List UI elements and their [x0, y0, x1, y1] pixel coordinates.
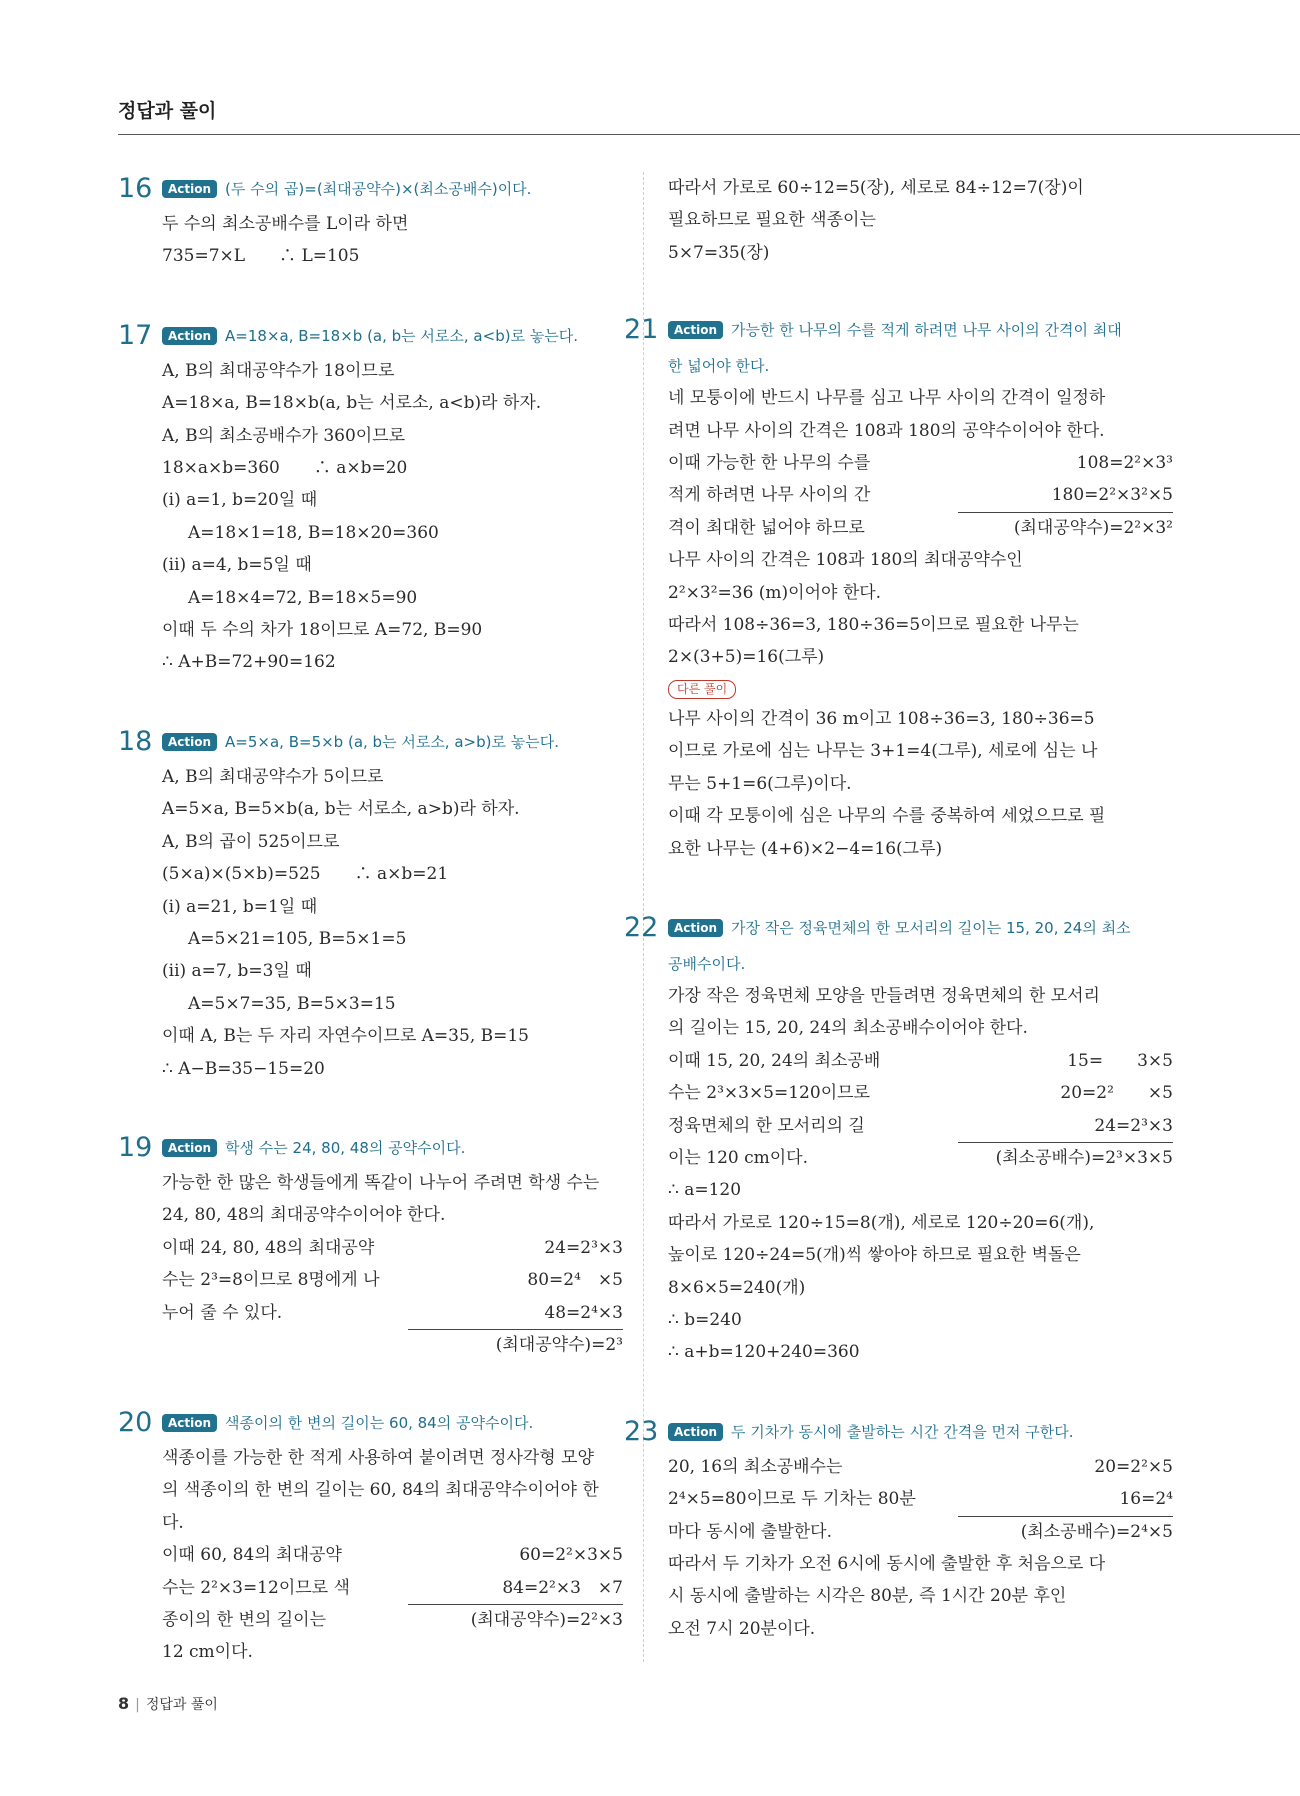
solution-line: 네 모퉁이에 반드시 나무를 심고 나무 사이의 간격이 일정하: [668, 388, 1106, 409]
solution-line: ∴ A+B=72+90=162: [162, 652, 336, 673]
action-hint: (두 수의 곱)=(최대공약수)×(최소공배수)이다.: [225, 180, 532, 198]
problem-23: [624, 1415, 1173, 1645]
solution-line: 24, 80, 48의 최대공약수이어야 한다.: [162, 1205, 446, 1226]
action-hint: 색종이의 한 변의 길이는 60, 84의 공약수이다.: [225, 1413, 534, 1432]
right-column: [624, 172, 1173, 1691]
solution-line: 이때 가능한 한 나무의 수를: [668, 453, 871, 474]
solution-line: A=18×a, B=18×b(a, b는 서로소, a<b)라 하자.: [162, 393, 542, 414]
solution-line: 따라서 108÷36=3, 180÷36=5이므로 필요한 나무는: [668, 615, 1079, 636]
solution-line: 2²×3²=36 (m)이어야 한다.: [668, 582, 882, 603]
solution-line: ∴ a+b=120+240=360: [668, 1342, 860, 1363]
factor-line: 24=2³×3: [544, 1237, 623, 1258]
solution-line: 따라서 가로로 120÷15=8(개), 세로로 120÷20=6(개),: [668, 1212, 1095, 1233]
solution-line: 두 수의 최소공배수를 L이라 하면: [162, 214, 409, 234]
problem-22: [624, 911, 1173, 1369]
action-hint: A=18×a, B=18×b (a, b는 서로소, a<b)로 놓는다.: [225, 326, 579, 345]
problem-number: 22: [624, 911, 659, 943]
problem-20: [118, 1406, 623, 1669]
solution-line: 2×(3+5)=16(그루): [668, 647, 825, 668]
problem-number: 18: [118, 725, 153, 757]
solution-line: (i) a=21, b=1일 때: [162, 896, 318, 917]
solution-line: 려면 나무 사이의 간격은 108과 180의 공약수이어야 한다.: [668, 420, 1105, 441]
solution-line: 의 색종이의 한 변의 길이는 60, 84의 최대공약수이어야 한: [162, 1480, 599, 1501]
solution-line: 의 길이는 15, 20, 24의 최소공배수이어야 한다.: [668, 1018, 1028, 1039]
solution-line: ∴ A−B=35−15=20: [162, 1058, 325, 1079]
solution-line: 따라서 가로로 60÷12=5(장), 세로로 84÷12=7(장)이: [668, 178, 1084, 198]
solution-line: 종이의 한 변의 길이는: [162, 1610, 327, 1630]
factor-line: 20=2² ×5: [1060, 1083, 1173, 1104]
factor-line: 48=2⁴×3: [544, 1302, 623, 1323]
problem-number: 16: [118, 173, 153, 204]
factor-line: 60=2²×3×5: [519, 1545, 623, 1566]
solution-line: (i) a=1, b=20일 때: [162, 490, 318, 511]
solution-line: 735=7×L ∴ L=105: [162, 246, 360, 267]
solution-line: 무는 5+1=6(그루)이다.: [668, 773, 852, 794]
solution-line: 마다 동시에 출발한다.: [668, 1521, 833, 1542]
solution-line: A=5×7=35, B=5×3=15: [188, 993, 396, 1014]
page-footer: 8 | 정답과 풀이: [118, 1694, 218, 1713]
problem-number: 17: [118, 319, 153, 351]
factor-line: 15= 3×5: [1067, 1050, 1173, 1071]
problem-number: 19: [118, 1131, 153, 1163]
solution-line: 수는 2³×3×5=120이므로: [668, 1083, 870, 1104]
solution-line: A=5×21=105, B=5×1=5: [188, 928, 407, 949]
factor-result: (최소공배수)=2⁴×5: [958, 1516, 1173, 1547]
solution-line: 이때 60, 84의 최대공약: [162, 1545, 342, 1566]
solution-line: 2⁴×5=80이므로 두 기차는 80분: [668, 1489, 916, 1510]
solution-line: 오전 7시 20분이다.: [668, 1618, 816, 1639]
solution-line: 적게 하려면 나무 사이의 간: [668, 485, 871, 506]
solution-line: 가능한 한 많은 학생들에게 똑같이 나누어 주려면 학생 수는: [162, 1172, 600, 1193]
footer-label: 정답과 풀이: [145, 1697, 218, 1713]
solution-line: A=18×4=72, B=18×5=90: [188, 587, 418, 608]
problem-number: 20: [118, 1406, 153, 1438]
solution-line: 수는 2³=8이므로 8명에게 나: [162, 1270, 380, 1291]
solution-line: A, B의 최소공배수가 360이므로: [162, 425, 406, 446]
factor-line: 80=2⁴ ×5: [527, 1270, 623, 1291]
factorization-box: [958, 1451, 1173, 1548]
problem-18: [118, 725, 623, 1085]
problem-21: [624, 313, 1173, 865]
problem-19: [118, 1131, 623, 1360]
solution-line: ∴ a=120: [668, 1180, 742, 1201]
solution-line: 이때 15, 20, 24의 최소공배: [668, 1050, 881, 1071]
action-badge: Action: [162, 180, 217, 198]
solution-line: 나무 사이의 간격이 36 m이고 108÷36=3, 180÷36=5: [668, 708, 1095, 729]
solution-line: 이때 각 모퉁이에 심은 나무의 수를 중복하여 세었으므로 필: [668, 806, 1106, 827]
factorization-box: [408, 1539, 623, 1669]
solution-line: 격이 최대한 넓어야 하므로: [668, 517, 865, 538]
page-number: 8: [118, 1694, 130, 1713]
problem-17: [118, 319, 623, 679]
header-rule: [118, 134, 1300, 135]
action-badge: Action: [162, 327, 217, 345]
action-badge: Action: [668, 1423, 723, 1441]
action-badge: Action: [162, 733, 217, 751]
factor-line: 108=2²×3³: [1076, 453, 1173, 474]
action-hint: 가능한 한 나무의 수를 적게 하려면 나무 사이의 간격이 최대: [731, 321, 1122, 340]
action-hint: A=5×a, B=5×b (a, b는 서로소, a>b)로 놓는다.: [225, 732, 559, 751]
solution-line: A=5×a, B=5×b(a, b는 서로소, a>b)라 하자.: [162, 799, 520, 820]
action-hint: 가장 작은 정육면체의 한 모서리의 길이는 15, 20, 24의 최소: [731, 918, 1131, 937]
left-column: [118, 172, 623, 1715]
solution-line: (ii) a=4, b=5일 때: [162, 555, 312, 576]
solution-line: 12 cm이다.: [162, 1642, 253, 1663]
solution-line: 나무 사이의 간격은 108과 180의 최대공약수인: [668, 550, 1023, 571]
page-header: 정답과 풀이: [118, 100, 217, 122]
solution-line: 다.: [162, 1512, 184, 1533]
factor-line: 180=2²×3²×5: [1051, 485, 1173, 506]
solution-line: 수는 2²×3=12이므로 색: [162, 1577, 350, 1598]
factor-result: (최소공배수)=2³×3×5: [958, 1142, 1173, 1173]
solution-line: 이때 A, B는 두 자리 자연수이므로 A=35, B=15: [162, 1026, 529, 1047]
problem-20-continued: [668, 172, 1173, 269]
factor-line: 20=2²×5: [1094, 1456, 1173, 1477]
factor-result: (최대공약수)=2³: [408, 1329, 623, 1360]
solution-line: 가장 작은 정육면체 모양을 만들려면 정육면체의 한 모서리: [668, 985, 1100, 1006]
solution-line: (ii) a=7, b=3일 때: [162, 961, 312, 982]
solution-line: A, B의 곱이 525이므로: [162, 831, 340, 852]
solution-line: 5×7=35(장): [668, 242, 770, 263]
factorization-box: [958, 447, 1173, 544]
solution-line: 요한 나무는 (4+6)×2−4=16(그루): [668, 838, 943, 859]
factorization-box: [408, 1232, 623, 1360]
solution-line: 20, 16의 최소공배수는: [668, 1456, 843, 1477]
solution-line: 이때 24, 80, 48의 최대공약: [162, 1237, 375, 1258]
solution-line: 색종이를 가능한 한 적게 사용하여 붙이려면 정사각형 모양: [162, 1447, 594, 1468]
alternative-solution-badge: 다른 풀이: [668, 680, 736, 699]
factor-line: 84=2²×3 ×7: [502, 1577, 623, 1598]
solution-line: 이는 120 cm이다.: [668, 1147, 808, 1168]
action-badge: Action: [668, 919, 723, 937]
solution-line: 18×a×b=360 ∴ a×b=20: [162, 458, 408, 479]
solution-line: A, B의 최대공약수가 18이므로: [162, 360, 395, 381]
solution-line: 8×6×5=240(개): [668, 1277, 806, 1298]
solution-line: A, B의 최대공약수가 5이므로: [162, 766, 384, 787]
action-hint: 학생 수는 24, 80, 48의 공약수이다.: [225, 1138, 466, 1157]
factor-line: 16=2⁴: [1119, 1489, 1173, 1510]
problem-number: 23: [624, 1415, 659, 1447]
factor-result: (최대공약수)=2²×3²: [958, 512, 1173, 543]
factorization-box: [958, 1045, 1173, 1175]
action-hint-cont: 공배수이다.: [668, 954, 746, 973]
action-hint: 두 기차가 동시에 출발하는 시간 간격을 먼저 구한다.: [731, 1422, 1074, 1441]
action-badge: Action: [668, 321, 723, 339]
problem-16: [118, 172, 623, 273]
solution-line: 이때 두 수의 차가 18이므로 A=72, B=90: [162, 620, 483, 641]
factor-line: 24=2³×3: [1094, 1115, 1173, 1136]
action-hint-cont: 한 넓어야 한다.: [668, 357, 770, 376]
action-badge: Action: [162, 1414, 217, 1432]
solution-line: 정육면체의 한 모서리의 길: [668, 1115, 865, 1136]
solution-line: 필요하므로 필요한 색종이는: [668, 210, 876, 231]
action-badge: Action: [162, 1139, 217, 1157]
solution-line: A=18×1=18, B=18×20=360: [188, 522, 439, 543]
solution-line: 따라서 두 기차가 오전 6시에 동시에 출발한 후 처음으로 다: [668, 1554, 1106, 1574]
solution-line: 누어 줄 수 있다.: [162, 1302, 283, 1323]
solution-line: 시 동시에 출발하는 시각은 80분, 즉 1시간 20분 후인: [668, 1586, 1067, 1607]
solution-line: 높이로 120÷24=5(개)씩 쌓아야 하므로 필요한 벽돌은: [668, 1245, 1081, 1266]
solution-line: (5×a)×(5×b)=525 ∴ a×b=21: [162, 864, 449, 885]
problem-number: 21: [624, 314, 659, 346]
solution-line: ∴ b=240: [668, 1309, 742, 1330]
solution-line: 이므로 가로에 심는 나무는 3+1=4(그루), 세로에 심는 나: [668, 741, 1098, 762]
factor-result: (최대공약수)=2²×3: [408, 1604, 623, 1635]
